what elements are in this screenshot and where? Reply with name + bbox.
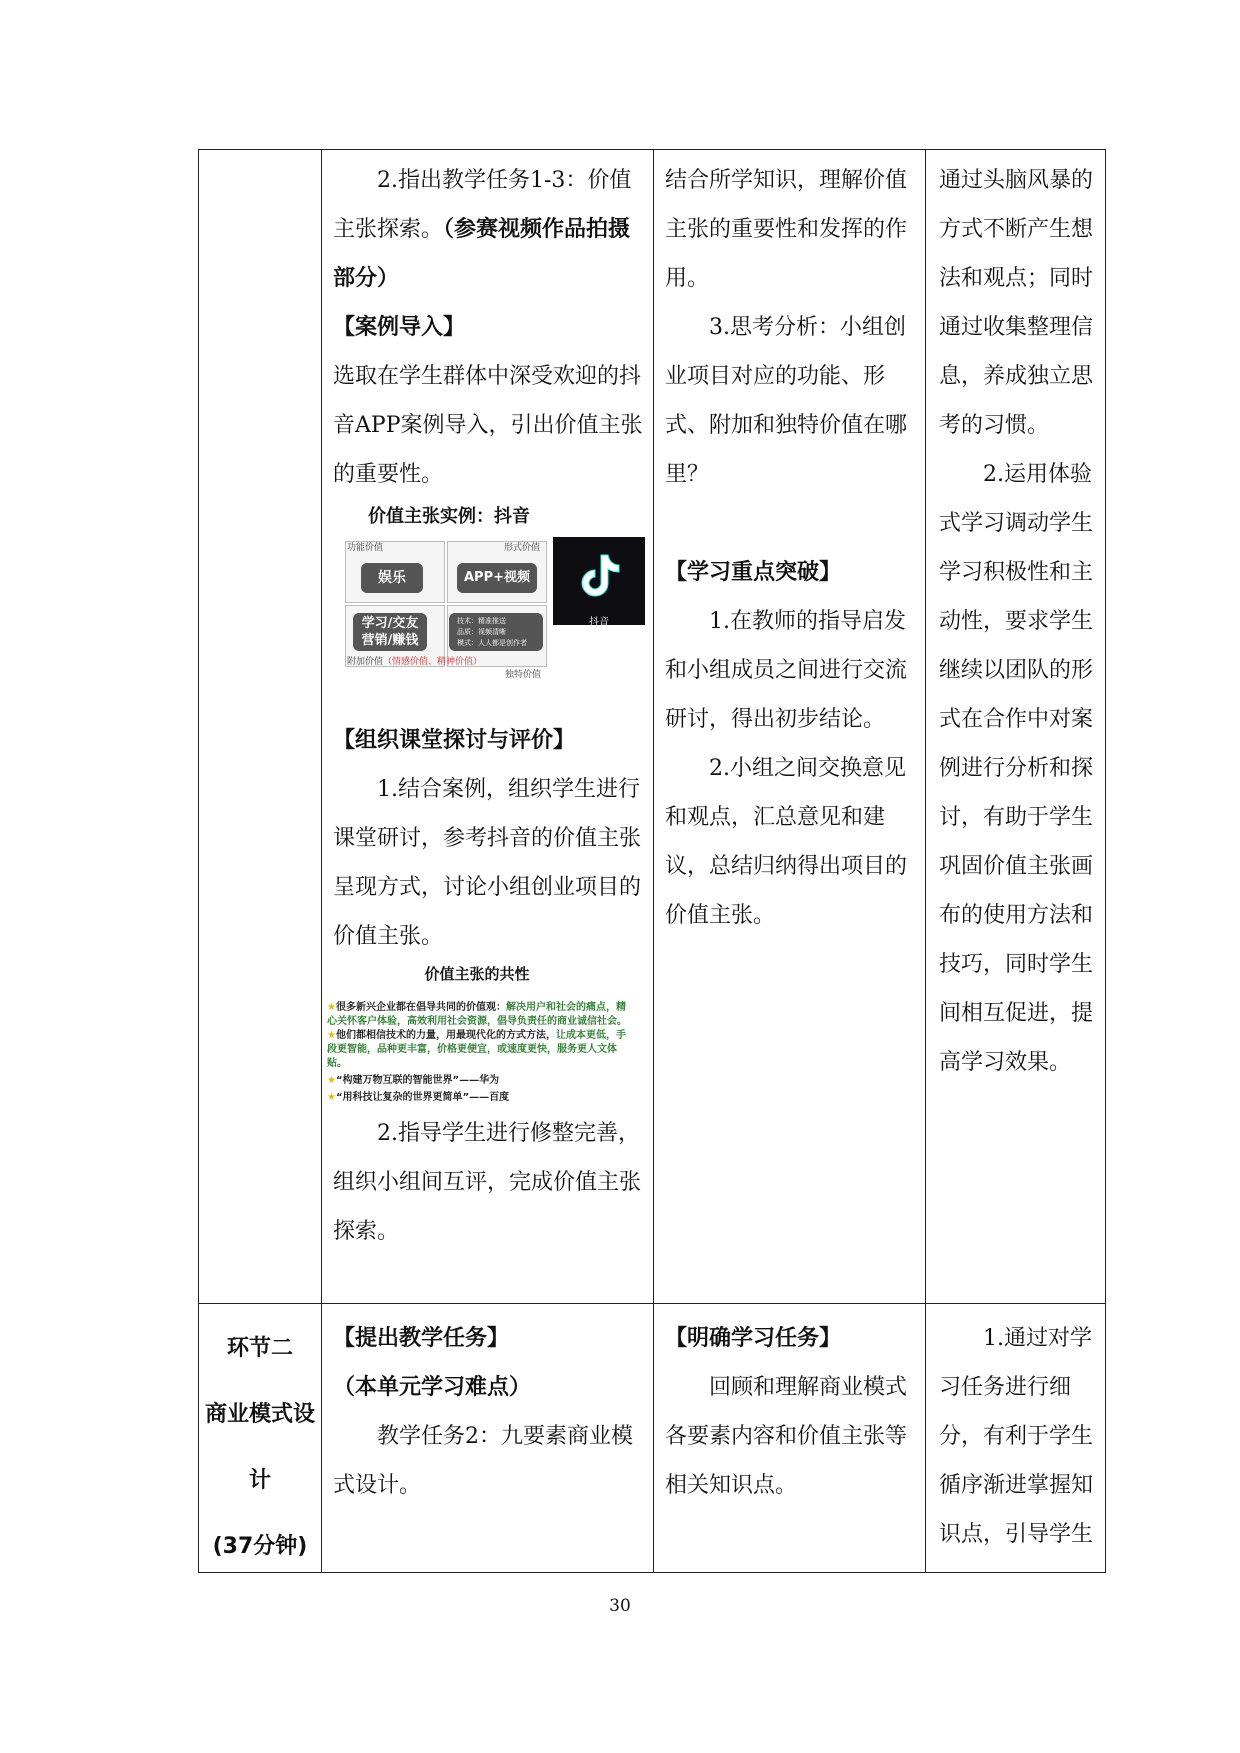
case-heading: 【案例导入】: [333, 315, 466, 340]
label-extra-red: （情感价值、精神价值）: [383, 657, 483, 667]
pill-app-video: APP+视频: [457, 563, 537, 593]
star-icon: ★: [327, 1092, 336, 1103]
label-extra-value: [347, 657, 482, 668]
unique-line: 模式：人人都是创作者: [457, 639, 527, 647]
unique-line: 技术：精准推送: [457, 617, 506, 625]
design-intent-cell: [939, 156, 1101, 1087]
task-sub-heading: （本单元学习难点）: [333, 1375, 532, 1400]
intent-paragraph-1: 通过头脑风暴的方式不断产生想法和观点；同时通过收集整理信息，养成独立思考的习惯。: [939, 168, 1094, 438]
label-unique-value: 独特价值: [505, 670, 542, 680]
student-paragraph-2: 3.思考分析：小组创业项目对应的功能、形式、附加和独特价值在哪里？: [665, 315, 908, 487]
logo-text: 抖音: [589, 617, 609, 628]
item-text: “用科技让复杂的世界更简单”——百度: [335, 1092, 510, 1103]
commonality-item: [327, 1074, 627, 1088]
student-paragraph-1: 结合所学知识，理解价值主张的重要性和发挥的作用。: [665, 168, 908, 291]
commonality-item: [327, 1029, 627, 1071]
learning-task-heading: 【明确学习任务】: [665, 1326, 842, 1351]
stage-label-line: (37分钟): [212, 1534, 308, 1559]
column-divider: [653, 150, 654, 1572]
row-divider: [199, 1303, 1105, 1304]
student-paragraph-3: 1.在教师的指导启发和小组成员之间进行交流研讨，得出初步结论。: [665, 609, 908, 732]
column-divider: [925, 150, 926, 1572]
org-paragraph-1: 1.结合案例，组织学生进行课堂研讨，参考抖音的价值主张呈现方式，讨论小组创业项目的价值主张。: [333, 777, 642, 949]
figure-title: 价值主张实例：抖音: [368, 506, 530, 527]
design-intent-cell-2: [939, 1314, 1101, 1559]
star-icon: ★: [327, 1075, 336, 1086]
org-heading: 【组织课堂探讨与评价】: [333, 728, 576, 753]
teacher-activity-cell-2: [333, 1314, 647, 1510]
stage-label-line: 环节二: [226, 1336, 293, 1361]
intent-paragraph-2: 2.运用体验式学习调动学生学习积极性和主动性，要求学生继续以团队的形式在合作中对案例进行分析和探讨，有助于学生巩固价值主张画布的使用方法和技巧，同时学生间相互促进，提高学习效果。: [939, 462, 1094, 1075]
intent-paragraph-3: 1.通过对学习任务进行细分，有利于学生循序渐进掌握知识点，引导学生: [939, 1326, 1094, 1547]
task-bold-note: （参赛视频作品拍摄部分）: [333, 217, 631, 291]
label-form-value: 形式价值: [504, 543, 541, 553]
star-icon: ★: [327, 1030, 336, 1041]
pill-entertainment: 娱乐: [361, 563, 423, 593]
teacher-activity-cell: [327, 156, 647, 1256]
item-text: 他们都相信技术的力量，用最现代化的方式方法，: [335, 1030, 556, 1041]
value-proposition-example-figure: [339, 505, 649, 710]
item-text: 很多新兴企业都在倡导共同的价值观：: [335, 1002, 506, 1013]
pill-unique: [449, 613, 543, 651]
item-highlight: 让成本更低，手段更智能，品种更丰富，价格更便宜，或速度更快，服务更人文体贴。: [327, 1030, 626, 1069]
stage-label-cell: [199, 1316, 321, 1580]
star-icon: ★: [327, 1002, 336, 1013]
douyin-logo: [553, 537, 645, 628]
item-text: “构建万物互联的智能世界”——华为: [335, 1075, 500, 1086]
stage-label-line: 计: [248, 1468, 271, 1493]
commonality-item: [327, 1001, 627, 1029]
column-divider: [321, 150, 322, 1572]
label-function-value: 功能价值: [347, 543, 384, 553]
pill-study: 学习/交友 营销/赚钱: [353, 613, 427, 651]
item-highlight: 解决用户和社会的痛点，精心关怀客户体验，高效利用社会资源，倡导负责任的商业诚信社会。: [327, 1002, 627, 1027]
label-extra-text: 附加价值: [347, 657, 384, 667]
page-number: 30: [609, 1596, 631, 1616]
stage-label-line: 商业模式设: [204, 1402, 315, 1427]
figure2-title: 价值主张的共性: [424, 965, 530, 983]
key-point-heading: 【学习重点突破】: [665, 560, 842, 585]
org-paragraph-2: 2.指导学生进行修整完善，组织小组间互评，完成价值主张探索。: [333, 1121, 642, 1244]
lesson-table: [198, 149, 1106, 1573]
student-activity-cell-2: [665, 1314, 917, 1510]
commonality-item: [327, 1091, 627, 1105]
student-activity-cell: [665, 156, 917, 940]
value-proposition-commonality-figure: [327, 963, 627, 1105]
learning-task-text: 回顾和理解商业模式各要素内容和价值主张等相关知识点。: [665, 1375, 908, 1498]
case-text: 选取在学生群体中深受欢迎的抖音APP案例导入，引出价值主张的重要性。: [333, 364, 643, 487]
task-label: 2.指出教学任务1-3：价值主张探索。: [333, 168, 632, 242]
task-text: [333, 156, 647, 303]
unique-line: 品质：视频清晰: [457, 628, 506, 636]
task-heading: 【提出教学任务】: [333, 1326, 510, 1351]
task-2-text: 教学任务2：九要素商业模式设计。: [333, 1424, 633, 1498]
student-paragraph-4: 2.小组之间交换意见和观点，汇总意见和建议，总结归纳得出项目的价值主张。: [665, 756, 908, 928]
douyin-note-icon: [577, 551, 621, 599]
